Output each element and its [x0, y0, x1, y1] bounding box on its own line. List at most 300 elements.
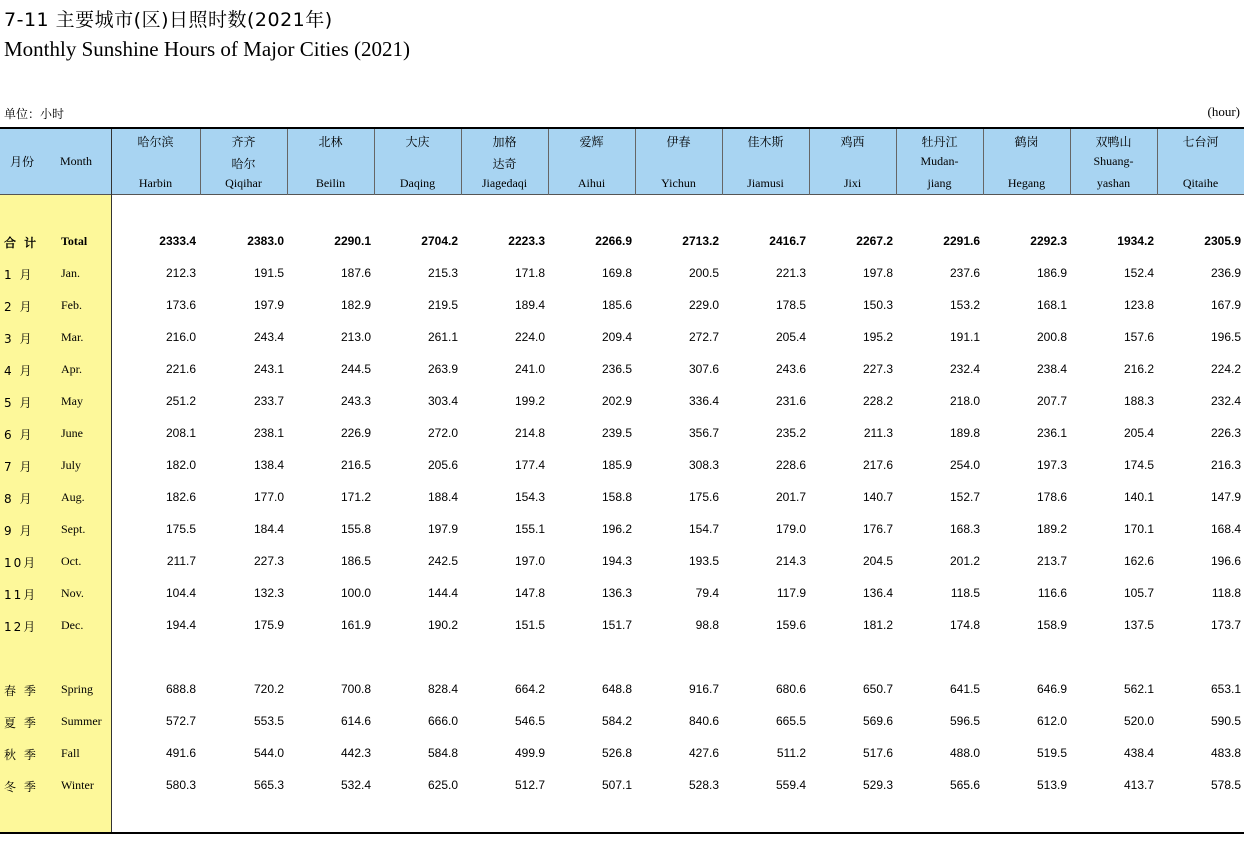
table-cell: 205.4: [775, 330, 806, 344]
city-name-english: Jixi: [843, 176, 862, 190]
table-cell: 217.6: [862, 458, 893, 472]
table-cell: 578.5: [1210, 778, 1241, 792]
table-cell: 565.6: [949, 778, 980, 792]
city-header: [112, 129, 199, 195]
city-header: [722, 129, 809, 195]
table-cell: 562.1: [1123, 682, 1154, 696]
table-bottom-rule: [0, 832, 1244, 834]
table-cell: 239.5: [601, 426, 632, 440]
table-cell: 228.6: [775, 458, 806, 472]
table-cell: 224.2: [1210, 362, 1241, 376]
table-cell: 211.7: [166, 554, 196, 568]
table-cell: 233.7: [253, 394, 284, 408]
unit-label-chinese: 单位：小时: [4, 107, 65, 121]
row-label-english: Dec.: [61, 618, 84, 632]
table-cell: 186.9: [1036, 266, 1067, 280]
table-title-chinese: 7-11 主要城市(区)日照时数(2021年): [4, 9, 333, 31]
table-cell: 221.3: [775, 266, 806, 280]
row-label-chinese: 2 月: [4, 300, 34, 314]
table-cell: 202.9: [601, 394, 632, 408]
table-cell: 244.5: [340, 362, 371, 376]
table-cell: 2291.6: [943, 234, 980, 248]
table-cell: 214.3: [775, 554, 806, 568]
table-cell: 182.9: [340, 298, 371, 312]
table-row: [0, 680, 1244, 700]
table-cell: 2383.0: [247, 234, 284, 248]
table-cell: 216.2: [1123, 362, 1154, 376]
unit-label-english: (hour): [1207, 104, 1240, 119]
table-cell: 241.0: [514, 362, 545, 376]
table-cell: 653.1: [1210, 682, 1241, 696]
table-cell: 154.7: [688, 522, 719, 536]
row-label-english: Sept.: [61, 522, 86, 536]
row-label-english: Jan.: [61, 266, 80, 280]
city-header: [896, 129, 983, 195]
row-label-chinese: 春 季: [4, 684, 38, 698]
table-cell: 155.8: [340, 522, 371, 536]
city-name-chinese: 七台河: [1182, 135, 1219, 149]
table-cell: 197.3: [1036, 458, 1067, 472]
table-cell: 182.6: [165, 490, 196, 504]
row-label-english: Oct.: [61, 554, 82, 568]
table-cell: 200.5: [688, 266, 719, 280]
table-row: [0, 456, 1244, 476]
table-cell: 140.1: [1123, 490, 1154, 504]
city-name-chinese: 鸡西: [840, 135, 865, 149]
table-cell: 175.6: [688, 490, 719, 504]
table-cell: 512.7: [514, 778, 545, 792]
table-cell: 158.8: [601, 490, 632, 504]
table-cell: 98.8: [695, 618, 719, 632]
table-cell: 2223.3: [508, 234, 545, 248]
table-cell: 136.4: [862, 586, 893, 600]
table-cell: 174.5: [1123, 458, 1154, 472]
table-row: [0, 552, 1244, 572]
table-cell: 171.2: [340, 490, 371, 504]
table-cell: 159.6: [775, 618, 806, 632]
row-label-english: Nov.: [61, 586, 84, 600]
row-label-english: May: [61, 394, 83, 408]
table-cell: 720.2: [253, 682, 284, 696]
row-label-band: [0, 195, 112, 832]
table-cell: 650.7: [862, 682, 893, 696]
table-cell: 665.5: [775, 714, 806, 728]
table-cell: 2267.2: [856, 234, 893, 248]
table-cell: 614.6: [340, 714, 371, 728]
row-label-english: July: [61, 458, 82, 472]
table-cell: 204.5: [862, 554, 893, 568]
table-cell: 188.3: [1123, 394, 1154, 408]
table-cell: 916.7: [688, 682, 719, 696]
table-cell: 553.5: [253, 714, 284, 728]
table-cell: 151.5: [514, 618, 545, 632]
table-cell: 1934.2: [1117, 234, 1154, 248]
city-name-english: Jiagedaqi: [481, 176, 528, 190]
table-row: [0, 488, 1244, 508]
table-cell: 584.8: [427, 746, 458, 760]
table-cell: 171.8: [514, 266, 545, 280]
table-cell: 197.8: [862, 266, 893, 280]
city-name-english: Yichun: [661, 176, 696, 190]
city-name-chinese: 加格: [492, 135, 517, 149]
table-cell: 154.3: [514, 490, 545, 504]
table-cell: 195.2: [862, 330, 893, 344]
table-row: [0, 360, 1244, 380]
table-cell: 569.6: [862, 714, 893, 728]
table-cell: 526.8: [601, 746, 632, 760]
table-cell: 231.6: [775, 394, 806, 408]
table-cell: 182.0: [165, 458, 196, 472]
table-cell: 499.9: [514, 746, 545, 760]
table-cell: 189.8: [949, 426, 980, 440]
table-cell: 152.7: [949, 490, 980, 504]
table-cell: 236.5: [601, 362, 632, 376]
table-cell: 152.4: [1123, 266, 1154, 280]
table-cell: 221.6: [165, 362, 196, 376]
city-header: [287, 129, 374, 195]
table-cell: 261.1: [427, 330, 458, 344]
table-cell: 173.7: [1210, 618, 1241, 632]
table-cell: 201.7: [775, 490, 806, 504]
table-cell: 189.2: [1036, 522, 1067, 536]
table-cell: 565.3: [253, 778, 284, 792]
city-name-chinese: 伊春: [666, 135, 691, 149]
table-cell: 197.9: [253, 298, 284, 312]
table-cell: 104.4: [165, 586, 196, 600]
table-cell: 123.8: [1123, 298, 1154, 312]
table-cell: 205.4: [1123, 426, 1154, 440]
table-cell: 532.4: [340, 778, 371, 792]
city-name-chinese: 鹤岗: [1014, 135, 1039, 149]
table-cell: 196.2: [601, 522, 632, 536]
table-cell: 194.3: [601, 554, 632, 568]
table-row: [0, 424, 1244, 444]
table-cell: 211.3: [863, 426, 893, 440]
table-cell: 840.6: [688, 714, 719, 728]
table-cell: 179.0: [775, 522, 806, 536]
table-row: [0, 264, 1244, 284]
table-row: [0, 584, 1244, 604]
month-header-english: Month: [60, 154, 93, 168]
table-row: [0, 712, 1244, 732]
table-cell: 147.9: [1210, 490, 1241, 504]
table-cell: 529.3: [862, 778, 893, 792]
table-cell: 162.6: [1123, 554, 1154, 568]
city-header: [548, 129, 635, 195]
table-cell: 336.4: [688, 394, 719, 408]
row-label-english: Aug.: [61, 490, 85, 504]
table-cell: 227.3: [253, 554, 284, 568]
table-cell: 191.5: [253, 266, 284, 280]
table-cell: 207.7: [1036, 394, 1067, 408]
row-label-english: Summer: [61, 714, 102, 728]
table-cell: 155.1: [514, 522, 545, 536]
table-cell: 2292.3: [1030, 234, 1067, 248]
city-header: [983, 129, 1070, 195]
table-cell: 2704.2: [421, 234, 458, 248]
table-cell: 307.6: [688, 362, 719, 376]
table-cell: 2305.9: [1204, 234, 1241, 248]
table-cell: 216.3: [1210, 458, 1241, 472]
table-cell: 680.6: [775, 682, 806, 696]
table-cell: 641.5: [949, 682, 980, 696]
table-cell: 161.9: [340, 618, 371, 632]
table-cell: 188.4: [427, 490, 458, 504]
table-cell: 215.3: [427, 266, 458, 280]
table-cell: 625.0: [427, 778, 458, 792]
table-cell: 572.7: [165, 714, 196, 728]
table-cell: 168.1: [1036, 298, 1067, 312]
row-label-chinese: 12月: [4, 620, 38, 634]
table-cell: 2416.7: [769, 234, 806, 248]
table-cell: 511.2: [776, 746, 806, 760]
row-label-english: June: [61, 426, 83, 440]
table-cell: 147.8: [514, 586, 545, 600]
row-label-chinese: 1 月: [4, 268, 34, 282]
city-name-chinese: 哈尔滨: [137, 135, 174, 149]
table-cell: 442.3: [340, 746, 371, 760]
city-name-english: yashan: [1096, 176, 1131, 190]
row-label-english: Apr.: [61, 362, 82, 376]
city-name-english: Mudan-: [920, 154, 959, 168]
table-cell: 191.1: [949, 330, 980, 344]
city-name-chinese: 佳木斯: [747, 135, 784, 149]
row-label-chinese: 8 月: [4, 492, 34, 506]
table-cell: 438.4: [1123, 746, 1154, 760]
city-header: [1157, 129, 1244, 195]
row-label-chinese: 10月: [4, 556, 38, 570]
city-name-english: Hegang: [1007, 176, 1046, 190]
table-cell: 79.4: [695, 586, 719, 600]
table-cell: 224.0: [514, 330, 545, 344]
table-cell: 2266.9: [595, 234, 632, 248]
table-cell: 664.2: [514, 682, 545, 696]
table-cell: 228.2: [862, 394, 893, 408]
table-cell: 185.9: [601, 458, 632, 472]
table-cell: 590.5: [1210, 714, 1241, 728]
table-cell: 212.3: [165, 266, 196, 280]
city-name-english: Aihui: [577, 176, 606, 190]
table-cell: 105.7: [1123, 586, 1154, 600]
table-cell: 218.0: [949, 394, 980, 408]
table-cell: 208.1: [165, 426, 196, 440]
city-header: [374, 129, 461, 195]
table-cell: 688.8: [165, 682, 196, 696]
table-cell: 151.7: [601, 618, 632, 632]
row-label-english: Mar.: [61, 330, 84, 344]
table-cell: 175.5: [165, 522, 196, 536]
table-cell: 243.3: [340, 394, 371, 408]
row-label-chinese: 11月: [4, 588, 38, 602]
row-label-chinese: 7 月: [4, 460, 34, 474]
table-cell: 176.7: [862, 522, 893, 536]
table-cell: 199.2: [514, 394, 545, 408]
table-cell: 236.1: [1036, 426, 1067, 440]
table-cell: 196.5: [1210, 330, 1241, 344]
row-label-chinese: 9 月: [4, 524, 34, 538]
city-name-chinese: 大庆: [405, 135, 430, 149]
table-row: [0, 520, 1244, 540]
city-name-english: Qitaihe: [1182, 176, 1219, 190]
table-cell: 356.7: [688, 426, 719, 440]
table-cell: 140.7: [862, 490, 893, 504]
table-cell: 237.6: [949, 266, 980, 280]
row-label-chinese: 冬 季: [4, 780, 38, 794]
month-header-chinese: 月份: [10, 155, 35, 169]
table-cell: 308.3: [688, 458, 719, 472]
table-cell: 2713.2: [682, 234, 719, 248]
city-name-english: Qiqihar: [225, 176, 262, 190]
row-label-chinese: 4 月: [4, 364, 34, 378]
table-cell: 116.6: [1037, 586, 1067, 600]
table-row: [0, 232, 1244, 252]
table-row: [0, 744, 1244, 764]
city-name-chinese: 牡丹江: [921, 135, 958, 149]
table-cell: 232.4: [1210, 394, 1241, 408]
city-name-chinese: 达奇: [492, 157, 517, 171]
table-cell: 828.4: [427, 682, 458, 696]
row-label-chinese: 夏 季: [4, 716, 38, 730]
table-cell: 238.4: [1036, 362, 1067, 376]
table-cell: 118.8: [1211, 586, 1241, 600]
table-cell: 174.8: [949, 618, 980, 632]
row-label-chinese: 5 月: [4, 396, 34, 410]
table-cell: 227.3: [862, 362, 893, 376]
row-label-english: Total: [61, 234, 88, 248]
table-cell: 229.0: [688, 298, 719, 312]
table-cell: 427.6: [688, 746, 719, 760]
city-header: [635, 129, 722, 195]
table-cell: 168.4: [1210, 522, 1241, 536]
table-cell: 226.3: [1210, 426, 1241, 440]
city-name-chinese: 哈尔: [231, 157, 256, 171]
city-name-english: Harbin: [138, 176, 173, 190]
table-cell: 153.2: [949, 298, 980, 312]
table-cell: 596.5: [949, 714, 980, 728]
city-name-chinese: 齐齐: [231, 135, 256, 149]
table-cell: 190.2: [427, 618, 458, 632]
city-header: [809, 129, 896, 195]
table-cell: 194.4: [165, 618, 196, 632]
table-cell: 646.9: [1036, 682, 1067, 696]
table-cell: 184.4: [253, 522, 284, 536]
city-name-chinese: 爱辉: [579, 135, 604, 149]
table-cell: 178.6: [1036, 490, 1067, 504]
table-cell: 205.6: [427, 458, 458, 472]
table-cell: 272.7: [688, 330, 719, 344]
table-cell: 169.8: [601, 266, 632, 280]
table-cell: 243.4: [253, 330, 284, 344]
table-cell: 197.9: [427, 522, 458, 536]
table-row: [0, 776, 1244, 796]
city-name-chinese: 北林: [318, 135, 343, 149]
row-label-chinese: 合 计: [4, 236, 39, 250]
table-cell: 167.9: [1210, 298, 1241, 312]
table-cell: 2290.1: [334, 234, 371, 248]
table-cell: 666.0: [427, 714, 458, 728]
table-cell: 157.6: [1123, 330, 1154, 344]
table-row: [0, 616, 1244, 636]
table-cell: 150.3: [862, 298, 893, 312]
table-cell: 303.4: [427, 394, 458, 408]
table-cell: 186.5: [340, 554, 371, 568]
table-cell: 612.0: [1036, 714, 1067, 728]
table-cell: 213.0: [340, 330, 371, 344]
table-cell: 178.5: [775, 298, 806, 312]
city-header: [1070, 129, 1157, 195]
table-cell: 175.9: [253, 618, 284, 632]
table-cell: 513.9: [1036, 778, 1067, 792]
table-cell: 528.3: [688, 778, 719, 792]
table-cell: 177.0: [253, 490, 284, 504]
table-cell: 185.6: [601, 298, 632, 312]
row-label-english: Feb.: [61, 298, 82, 312]
row-label-english: Fall: [61, 746, 80, 760]
table-cell: 144.4: [427, 586, 458, 600]
table-cell: 181.2: [862, 618, 893, 632]
table-cell: 235.2: [775, 426, 806, 440]
table-cell: 491.6: [165, 746, 196, 760]
table-cell: 236.9: [1210, 266, 1241, 280]
row-label-chinese: 3 月: [4, 332, 34, 346]
table-cell: 214.8: [514, 426, 545, 440]
table-cell: 138.4: [253, 458, 284, 472]
row-label-chinese: 秋 季: [4, 748, 38, 762]
row-label-english: Winter: [61, 778, 94, 792]
table-cell: 193.5: [688, 554, 719, 568]
table-cell: 648.8: [601, 682, 632, 696]
table-cell: 251.2: [165, 394, 196, 408]
table-cell: 173.6: [165, 298, 196, 312]
table-cell: 168.3: [949, 522, 980, 536]
table-cell: 189.4: [514, 298, 545, 312]
table-cell: 132.3: [253, 586, 284, 600]
table-cell: 519.5: [1036, 746, 1067, 760]
table-row: [0, 296, 1244, 316]
table-cell: 177.4: [514, 458, 545, 472]
table-cell: 580.3: [165, 778, 196, 792]
table-cell: 413.7: [1123, 778, 1154, 792]
table-cell: 263.9: [427, 362, 458, 376]
city-name-english: Jiamusi: [747, 176, 784, 190]
table-cell: 158.9: [1036, 618, 1067, 632]
city-name-english: Daqing: [399, 176, 436, 190]
table-cell: 243.1: [253, 362, 284, 376]
table-cell: 2333.4: [159, 234, 196, 248]
table-cell: 700.8: [340, 682, 371, 696]
table-cell: 209.4: [601, 330, 632, 344]
city-name-english: jiang: [927, 176, 952, 190]
table-cell: 483.8: [1210, 746, 1241, 760]
city-header: [200, 129, 287, 195]
table-cell: 520.0: [1123, 714, 1154, 728]
table-row: [0, 328, 1244, 348]
table-cell: 242.5: [427, 554, 458, 568]
table-cell: 200.8: [1036, 330, 1067, 344]
city-name-chinese: 双鸭山: [1095, 135, 1132, 149]
table-cell: 232.4: [949, 362, 980, 376]
row-label-english: Spring: [61, 682, 94, 696]
table-cell: 216.0: [165, 330, 196, 344]
table-cell: 544.0: [253, 746, 284, 760]
table-cell: 118.5: [950, 586, 980, 600]
table-cell: 216.5: [340, 458, 371, 472]
table-cell: 137.5: [1123, 618, 1154, 632]
city-name-english: Shuang-: [1093, 154, 1134, 168]
table-cell: 197.0: [514, 554, 545, 568]
table-cell: 517.6: [862, 746, 893, 760]
table-cell: 488.0: [949, 746, 980, 760]
